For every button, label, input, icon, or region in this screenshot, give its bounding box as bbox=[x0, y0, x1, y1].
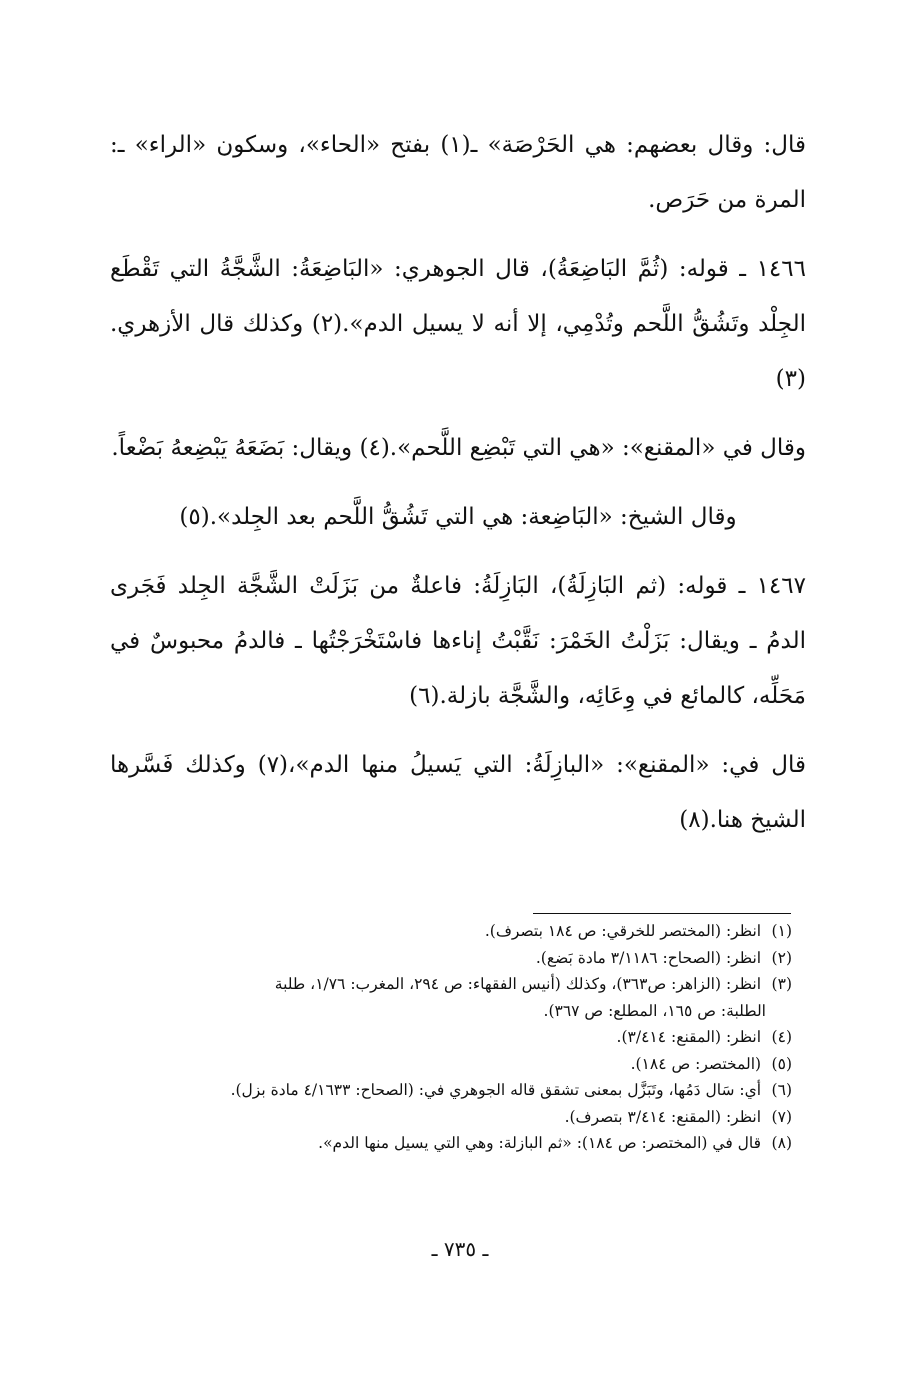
footnote-number: (٦) bbox=[771, 1081, 792, 1099]
paragraph-sheikh-badia: وقال الشيخ: «البَاضِعة: هي التي تَشُقُّ اللَّحم بعد الجِلد».(٥) bbox=[179, 504, 737, 530]
paragraph-harsa: قال: وقال بعضهم: هي الحَرْصَة» ـ(١) بفتح «الحاء»، وسكون «الراء» ـ: المرة من حَرَص. bbox=[110, 132, 806, 213]
paragraph-1467-bazila: ١٤٦٧ ـ قوله: (ثم البَازِلَةُ)، البَازِلَةُ: فاعلةٌ من بَزَلَتْ الشَّجَّة الجِلد فَجَرى الدمُ ـ ويقال: بَزَلْتُ الخَمْرَ: نَقَّبْتُ إناءها فاسْتَخْرَجْتُها ـ فالدمُ محبوسٌ في مَحَلِّه، كالمائع في وِعَائِه، والشَّجَّة بازلة.(٦) bbox=[110, 573, 806, 709]
page-number: ـ ٧٣٥ ـ bbox=[431, 1237, 489, 1261]
footnote-number: (٤) bbox=[771, 1028, 792, 1046]
footnote-text: انظر: (الزاهر: ص٣٦٣)، وكذلك (أنيس الفقهاء: ص ٢٩٤، المغرب: ١/٧٦، طلبة bbox=[274, 975, 762, 993]
footnote-3-continuation: الطلبة: ص ١٦٥، المطلع: ص ٣٦٧). bbox=[543, 1001, 766, 1020]
footnote-7 bbox=[112, 1104, 792, 1131]
footnote-1 bbox=[112, 918, 792, 945]
footnote-number: (٧) bbox=[771, 1107, 792, 1126]
footnote-2 bbox=[112, 945, 792, 972]
footnote-4 bbox=[112, 1024, 792, 1051]
paragraph-muqni-badia: وقال في «المقنع»: «هي التي تَبْضِع اللَّحم».(٤) ويقال: بَضَعَهُ يَبْضِعهُ بَضْعاً. bbox=[111, 435, 806, 461]
footnote-text: أي: سَال دَمُها، وتَبَزَّل بمعنى تشقق قاله الجوهري في: (الصحاح: ٤/١٦٣٣ مادة بزل). bbox=[230, 1081, 762, 1099]
main-text-body bbox=[110, 118, 806, 862]
footnote-number: (٨) bbox=[771, 1134, 792, 1152]
footnote-text: (المختصر: ص ١٨٤). bbox=[630, 1054, 762, 1073]
footnote-number: (٥) bbox=[771, 1054, 792, 1073]
footnote-text: انظر: (المقنع: ٣/٤١٤ بتصرف). bbox=[564, 1107, 762, 1126]
footnote-8 bbox=[112, 1130, 792, 1157]
paragraph-muqni-bazila: قال في: «المقنع»: «البازِلَةُ: التي يَسيلُ منها الدم»،(٧) وكذلك فَسَّرها الشيخ هنا.(٨) bbox=[110, 752, 806, 833]
footnote-number: (٣) bbox=[771, 975, 792, 993]
paragraph-1466-badia: ١٤٦٦ ـ قوله: (ثُمَّ البَاضِعَةُ)، قال الجوهري: «البَاضِعَةُ: الشَّجَّةُ التي تَقْطَع الجِلْد وتَشُقُّ اللَّحم وتُدْمِي، إلا أنه لا يسيل الدم».(٢) وكذلك قال الأزهري.(٣) bbox=[110, 256, 806, 392]
footnotes-section bbox=[112, 918, 792, 1157]
footnote-number: (١) bbox=[771, 922, 792, 940]
footnote-text: انظر: (المقنع: ٣/٤١٤). bbox=[616, 1028, 762, 1046]
footnote-text: انظر: (المختصر للخرقي: ص ١٨٤ بتصرف). bbox=[484, 922, 762, 940]
footnote-number: (٢) bbox=[771, 948, 792, 967]
footnote-6 bbox=[112, 1077, 792, 1104]
footnote-text: انظر: (الصحاح: ٣/١١٨٦ مادة بَضع). bbox=[535, 948, 762, 967]
footnote-text: قال في (المختصر: ص ١٨٤): «ثم البازلة: وهي التي يسيل منها الدم». bbox=[318, 1134, 762, 1152]
footnote-5 bbox=[112, 1051, 792, 1078]
footnote-3 bbox=[112, 971, 792, 998]
footnote-separator-rule bbox=[533, 913, 791, 914]
